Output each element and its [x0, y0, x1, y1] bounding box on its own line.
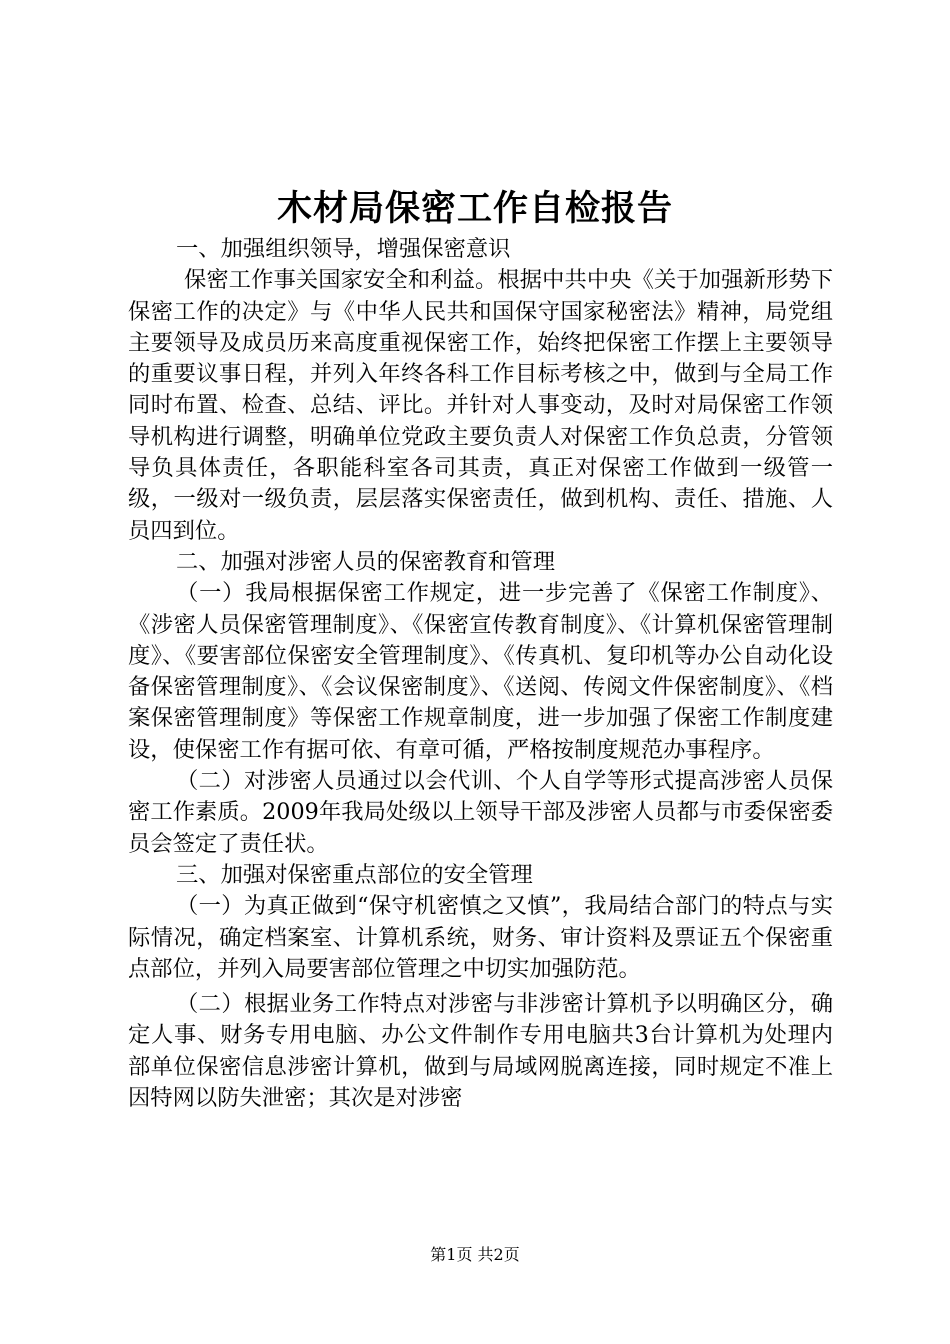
paragraph-5: （二）根据业务工作特点对涉密与非涉密计算机予以明确区分，确定人事、财务专用电脑、办公文件制作专用电脑共3台计算机为处理内部单位保密信息涉密计算机，做到与局域网脱离连接，同时规定不准上因特网以防失泄密；其次是对涉密 [128, 991, 833, 1112]
document-title: 木材局保密工作自检报告 [276, 189, 673, 229]
section-heading-2: 二、加强对涉密人员的保密教育和管理 [176, 548, 556, 575]
section-heading-1: 一、加强组织领导，增强保密意识 [176, 236, 511, 262]
document-body [128, 234, 833, 1114]
section-heading-3: 三、加强对保密重点部位的安全管理 [176, 861, 533, 888]
paragraph-1: 保密工作事关国家安全和利益。根据中共中央《关于加强新形势下保密工作的决定》与《中华人民共和国保守国家秘密法》精神，局党组主要领导及成员历来高度重视保密工作，始终把保密工作摆上主要领导的重要议事日程，并列入年终各科工作目标考核之中，做到与全局工作同时布置、检查、总结、评比。并针对人事变动，及时对局保密工作领导机构进行调整，明确单位党政主要负责人对保密工作负总责，分管领导负具体责任，各职能科室各司其责，真正对保密工作做到一级管一级，一级对一级负责，层层落实保密责任，做到机构、责任、措施、人员四到位。 [128, 267, 833, 544]
paragraph-3: （二）对涉密人员通过以会代训、个人自学等形式提高涉密人员保密工作素质。2009年我局处级以上领导干部及涉密人员都与市委保密委员会签定了责任状。 [128, 768, 833, 857]
paragraph-4: （一）为真正做到“保守机密慎之又慎”，我局结合部门的特点与实际情况，确定档案室、计算机系统，财务、审计资料及票证五个保密重点部位，并列入局要害部位管理之中切实加强防范。 [128, 893, 833, 982]
page-footer: 第1页 共2页 [430, 1245, 520, 1264]
paragraph-2: （一）我局根据保密工作规定，进一步完善了《保密工作制度》、《涉密人员保密管理制度》、《保密宣传教育制度》、《计算机保密管理制度》、《要害部位保密安全管理制度》、《传真机、复印机等办公自动化设备保密管理制度》、《会议保密制度》、《送阅、传阅文件保密制度》、《档案保密管理制度》等保密工作规章制度，进一步加强了保密工作制度建设，使保密工作有据可依、有章可循，严格按制度规范办事程序。 [128, 580, 833, 763]
